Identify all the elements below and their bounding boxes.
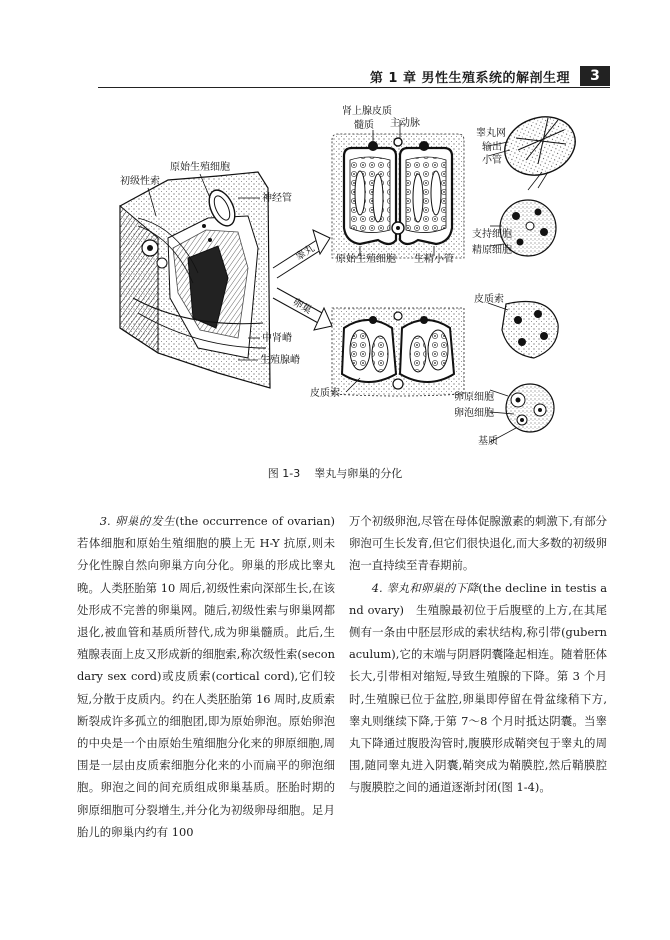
label-stroma: 基质 [478, 436, 498, 447]
label-primary-sex-cord: 初级性索 [120, 176, 160, 187]
figure-illustration [98, 98, 610, 458]
label-sertoli-cell: 支持细胞 [472, 229, 512, 240]
label-spermatogonium: 精原细胞 [472, 245, 512, 256]
label-cortical-cord-top: 皮质索 [474, 294, 504, 305]
arrow-label-ovary: 卵巢 [290, 297, 314, 317]
arrow-label-testis: 睾丸 [294, 243, 317, 264]
caption-text: 睾丸与卵巢的分化 [314, 467, 403, 480]
label-nerve-trunk: 神经管 [262, 193, 292, 204]
embryo-section-drawing [120, 172, 270, 388]
label-aorta: 主动脉 [390, 118, 420, 129]
label-cortical-cord-bottom: 皮质索 [310, 388, 340, 399]
label-medulla: 髓质 [354, 120, 374, 131]
paragraph-continued [349, 510, 607, 577]
page-number: 3 [580, 66, 610, 86]
left-text-column [77, 510, 347, 843]
figure-caption [0, 465, 670, 481]
ovary-section-drawing [332, 308, 464, 396]
follicle-drawing [488, 302, 558, 443]
label-genital-ridge: 生殖腺嵴 [260, 355, 300, 366]
paragraph-ovary-occurrence [77, 510, 347, 843]
label-follicle-cell: 卵泡细胞 [454, 408, 494, 419]
running-header [98, 66, 610, 84]
label-rete-testis: 睾丸网 [476, 128, 506, 139]
paragraph-gonad-descent [349, 577, 607, 799]
figure-1-3 [98, 98, 610, 458]
section-heading-ovary-occurrence: 3. 卵巢的发生 [99, 514, 176, 528]
label-oogonium: 卵原细胞 [454, 392, 494, 403]
header-rule [98, 87, 610, 88]
label-adrenal-cortex: 肾上腺皮质 [342, 106, 392, 117]
right-text-column [349, 510, 607, 799]
testis-section-drawing [332, 120, 464, 258]
paragraph-text: (the occurrence of ovarian) 若体细胞和原始生殖细胞的膜上无 H-Y 抗原,则未分化性腺自然向卵巢方向分化。卵巢的形成比睾丸晚。人类胚胎第 10 周后,初级性索向深部生长,在该处形成不完善的卵巢网。随后,初级性索与卵巢网都退化,被血管和基质所替代,成为卵巢髓质。此后,生殖腺表面上皮又形成新的细胞索,称次级性索(secondary sex cord)或皮质索(cortical cord),它们较短,分散于皮质内。约在人类胚胎第 16 周时,皮质索断裂成许多孤立的细胞团,即为原始卵泡。原始卵泡的中央是一个由原始生殖细胞分化来的卵原细胞,周围是一层由皮质索细胞分化来的小而扁平的卵泡细胞。卵泡之间的间充质组成卵巢基质。胚胎时期的卵原细胞可分裂增生,并分化为初级卵母细胞。足月胎儿的卵巢内约有 100 [77, 514, 347, 839]
label-efferent-ductule-1: 输出 [482, 142, 502, 153]
caption-number: 图 1-3 [267, 467, 301, 480]
paragraph-text: 万个初级卵泡,尽管在母体促腺激素的刺激下,有部分卵泡可生长发育,但它们很快退化,而大多数的初级卵泡一直持续至青春期前。 [349, 514, 607, 573]
label-efferent-ductule-2: 小管 [482, 155, 502, 166]
paragraph-text: (the decline in testis and ovary) 生殖腺最初位于后腹壁的上方,在其尾侧有一条由中胚层形成的索状结构,称引带(gubernaculum),它的末端与阴唇阴囊隆起相连。随着胚体长大,引带相对缩短,导致生殖腺的下降。第 3 个月时,生殖腺已位于盆腔,卵巢即停留在骨盆缘稍下方,睾丸则继续下降,于第 7～8 个月时抵达阴囊。当睾丸下降通过腹股沟管时,腹膜形成鞘突包于睾丸的周围,随同睾丸进入阴囊,鞘突成为鞘膜腔,然后鞘膜腔与腹膜腔之间的通道逐渐封闭(图 1-4)。 [349, 580, 607, 795]
label-mesonephric-ridge: 中肾嵴 [262, 333, 292, 344]
label-primordial-germ-cell-mid: 原始生殖细胞 [336, 254, 396, 265]
chapter-title: 第 1 章 男性生殖系统的解剖生理 [369, 71, 570, 86]
label-seminiferous-tubule: 生精小管 [414, 254, 454, 265]
label-primordial-germ-cell-left: 原始生殖细胞 [170, 162, 230, 173]
section-heading-gonad-descent: 4. 睾丸和卵巢的下降 [371, 580, 479, 595]
